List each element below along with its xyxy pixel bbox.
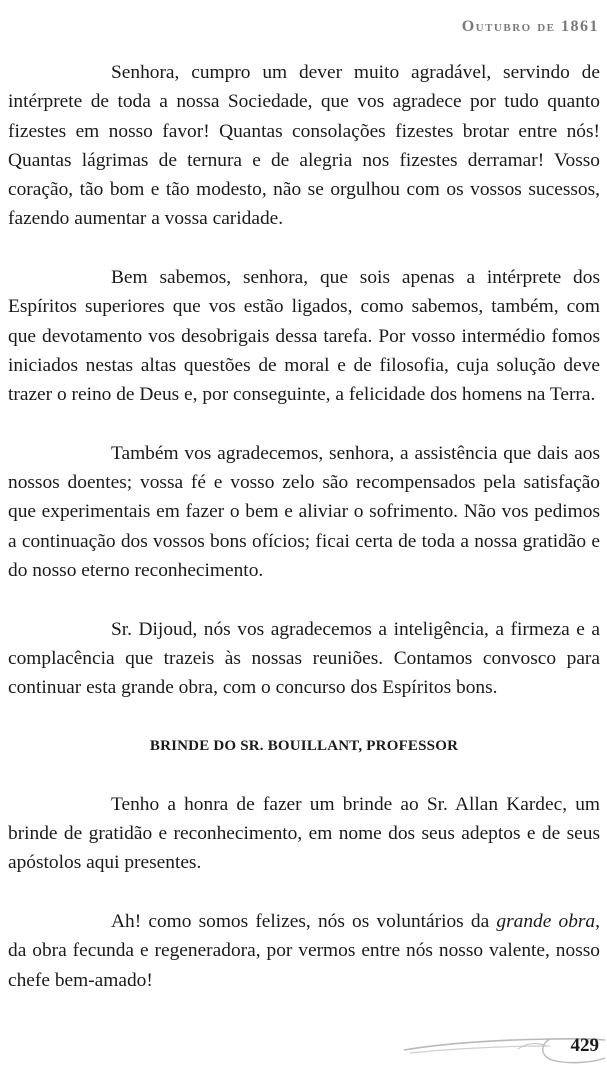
paragraph: Sr. Dijoud, nós vos agradecemos a inteligência, a firmeza e a complacência que trazeis às nossas reuniões. Contamos convosco para continuar esta grande obra, com o concurso dos Espíritos bons. [8,618,600,699]
emphasized-text: grande obra [496,911,596,933]
paragraph [8,907,600,995]
paragraph-text: Ah! como somos felizes, nós os voluntários da [111,911,497,933]
paragraph-text: , da obra fecunda e regeneradora, por vermos entre nós nosso valente, nosso chefe bem-amado! [8,911,600,991]
page-body [8,58,600,995]
paragraph: Bem sabemos, senhora, que sois apenas a intérprete dos Espíritos superiores que vos estão ligados, como sabemos, também, com que devotamento vos desobrigais dessa tarefa. Por vosso intermédio fomos iniciados nestas altas questões de moral e de filosofia, cuja solução deve trazer o reino de Deus e, por conseguinte, a felicidade dos homens na Terra. [8,267,600,406]
paragraph: Tenho a honra de fazer um brinde ao Sr. Allan Kardec, um brinde de gratidão e reconhecimento, em nome dos seus adeptos e de seus apóstolos aqui presentes. [8,793,600,874]
section-heading: BRINDE DO SR. BOUILLANT, PROFESSOR [149,737,459,754]
page-number: 429 [570,1035,599,1056]
paragraph: Senhora, cumpro um dever muito agradável, servindo de intérprete de toda a nossa Sociedade, que vos agradece por tudo quanto fizestes em nosso favor! Quantas consolações fizestes brotar entre nós! Quantas lágrimas de ternura e de alegria nos fizestes derramar! Vosso coração, tão bom e tão modesto, não se orgulhou com os vossos sucessos, fazendo aumentar a vossa caridade. [8,62,600,230]
running-head: Outubro de 1861 [461,18,599,35]
paragraph: Também vos agradecemos, senhora, a assistência que dais aos nossos doentes; vossa fé e vosso zelo são recompensados pela satisfação que experimentais em fazer o bem e aliviar o sofrimento. Não vos pedimos a continuação dos vossos bons ofícios; ficai certa de toda a nossa gratidão e do nosso eterno reconhecimento. [8,442,600,582]
